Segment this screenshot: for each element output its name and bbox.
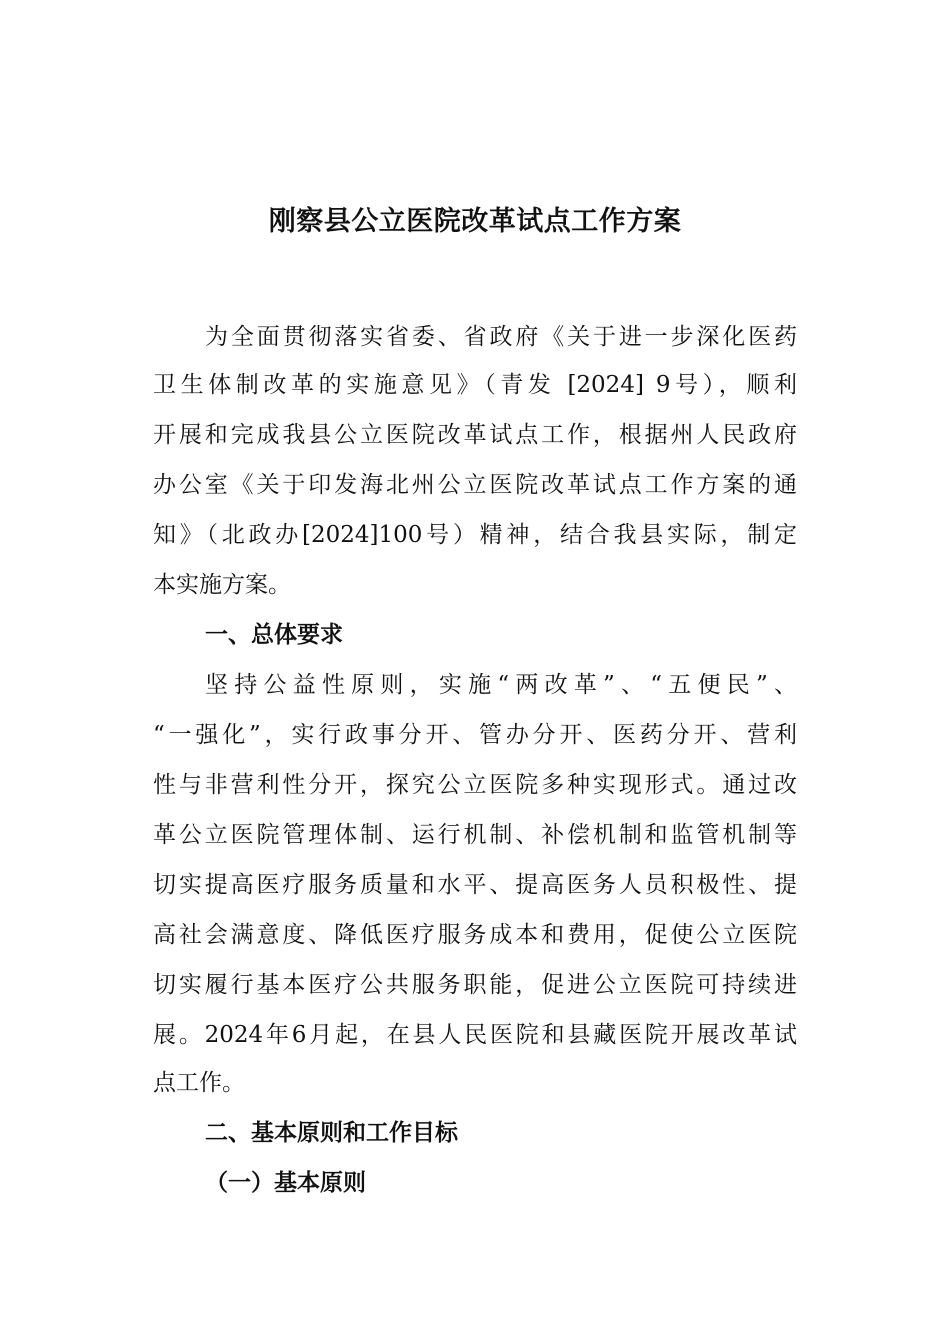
intro-line-1: 为全面贯彻落实省委、省政府《关于进一步深化医药	[205, 324, 797, 350]
section-2-sub-heading: （一）基本原则	[205, 1170, 366, 1196]
section-1-line-3: 性与非营利性分开，探究公立医院多种实现形式。通过改	[153, 772, 797, 798]
section-1-heading: 一、总体要求	[205, 622, 343, 648]
section-1-line-5: 切实提高医疗服务质量和水平、提高医务人员积极性、提	[153, 872, 797, 898]
intro-line-6: 本实施方案。	[153, 572, 291, 598]
section-1-line-9: 点工作。	[153, 1070, 245, 1096]
section-2-heading: 二、基本原则和工作目标	[205, 1120, 458, 1146]
intro-line-2: 卫生体制改革的实施意见》（青发 [2024] 9号），顺利	[153, 372, 797, 398]
section-1-line-4: 革公立医院管理体制、运行机制、补偿机制和监管机制等	[153, 822, 797, 848]
section-1-line-2: “一强化”，实行政事分开、管办分开、医药分开、营利	[153, 722, 797, 748]
section-1-line-1: 坚持公益性原则，实施“两改革”、“五便民”、	[205, 672, 797, 698]
section-1-line-8: 展。2024年6月起，在县人民医院和县藏医院开展改革试	[153, 1022, 797, 1048]
intro-line-5: 知》（北政办[2024]100号）精神，结合我县实际，制定	[153, 522, 797, 548]
document-title: 刚察县公立医院改革试点工作方案	[268, 206, 682, 237]
section-1-line-7: 切实履行基本医疗公共服务职能，促进公立医院可持续进	[153, 972, 797, 998]
section-1-line-6: 高社会满意度、降低医疗服务成本和费用，促使公立医院	[153, 922, 797, 948]
intro-line-4: 办公室《关于印发海北州公立医院改革试点工作方案的通	[153, 472, 797, 498]
intro-line-3: 开展和完成我县公立医院改革试点工作，根据州人民政府	[153, 422, 797, 448]
